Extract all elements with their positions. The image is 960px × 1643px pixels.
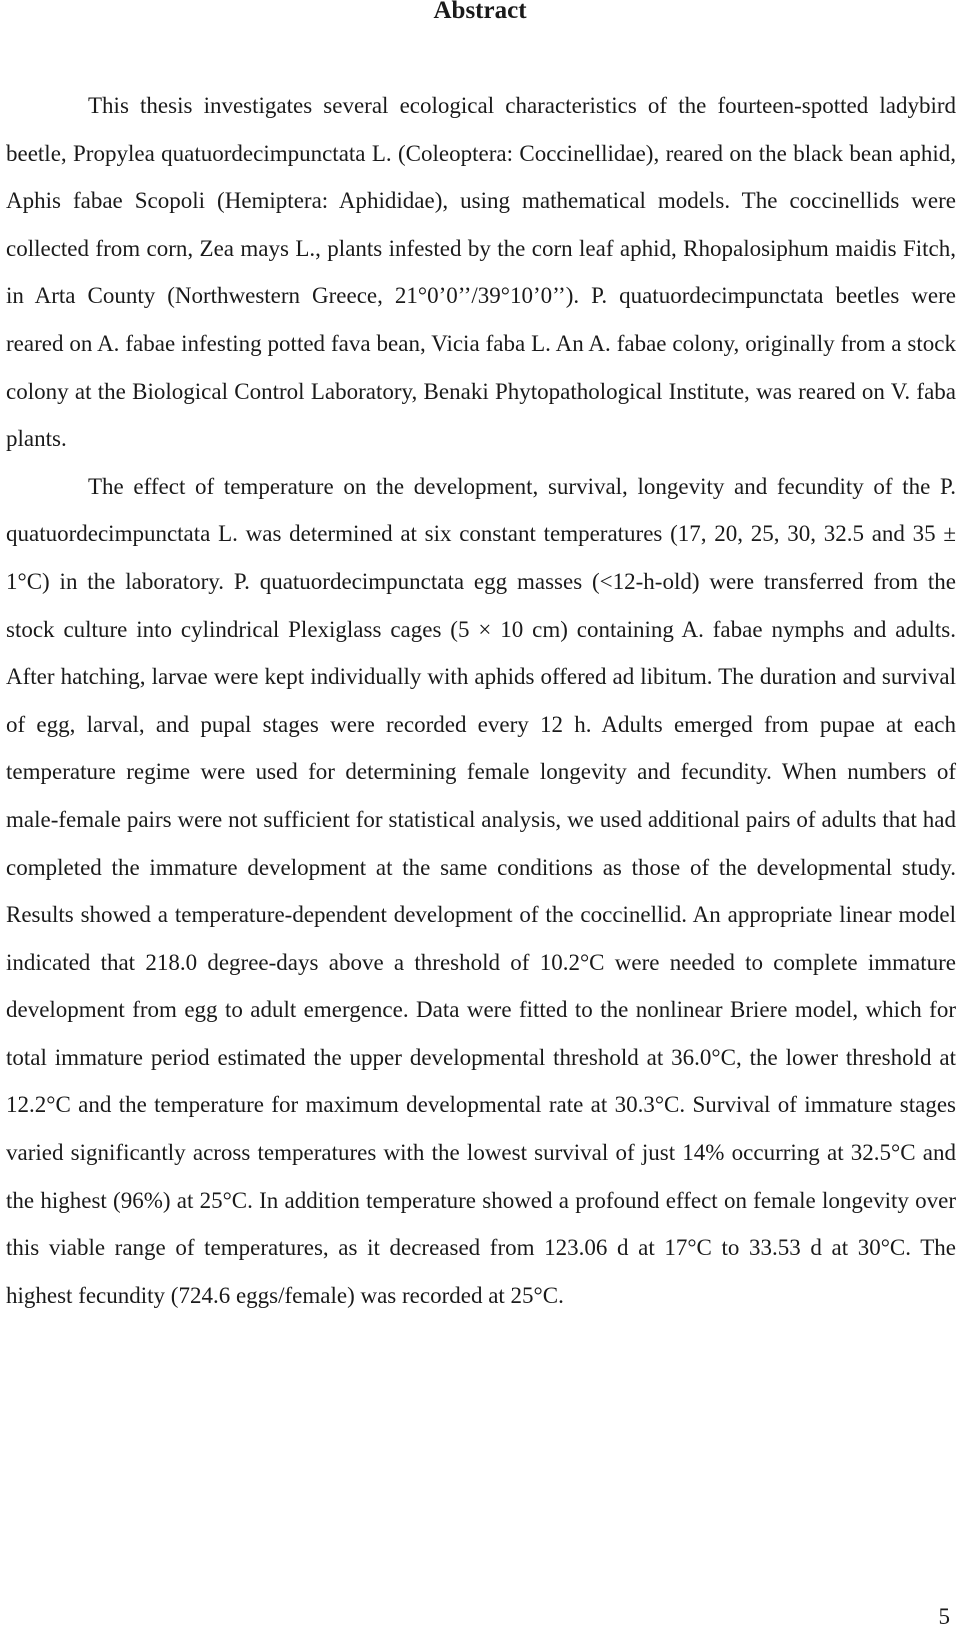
abstract-paragraph-1: This thesis investigates several ecological characteristics of the fourteen-spotted ladybird beetle, Propylea quatuordecimpunctata L. (Coleoptera: Coccinellidae), reared on the black bean aphid, Aphis fabae Scopoli (Hemiptera: Aphididae), using mathematical models. The coccinellids were collected from corn, Zea mays L., plants infested by the corn leaf aphid, Rhopalosiphum maidis Fitch, in Arta County (Northwestern Greece, 21°0’0’’/39°10’0’’). P. quatuordecimpunctata beetles were reared on A. fabae infesting potted fava bean, Vicia faba L. An A. fabae colony, originally from a stock colony at the Biological Control Laboratory, Benaki Phytopathological Institute, was reared on V. faba plants.: [6, 93, 956, 452]
abstract-heading: Abstract: [433, 0, 527, 24]
abstract-paragraph-2: The effect of temperature on the development, survival, longevity and fecundity of the P. quatuordecimpunctata L. was determined at six constant temperatures (17, 20, 25, 30, 32.5 and 35 ± 1°C) in the laboratory. P. quatuordecimpunctata egg masses (<12-h-old) were transferred from the stock culture into cylindrical Plexiglass cages (5 × 10 cm) containing A. fabae nymphs and adults. After hatching, larvae were kept individually with aphids offered ad libitum. The duration and survival of egg, larval, and pupal stages were recorded every 12 h. Adults emerged from pupae at each temperature regime were used for determining female longevity and fecundity. When numbers of male-female pairs were not sufficient for statistical analysis, we used additional pairs of adults that had completed the immature development at the same conditions as those of the developmental study. Results showed a temperature-dependent development of the coccinellid. An appropriate linear model indicated that 218.0 degree-days above a threshold of 10.2°C were needed to complete immature development from egg to adult emergence. Data were fitted to the nonlinear Briere model, which for total immature period estimated the upper developmental threshold at 36.0°C, the lower threshold at 12.2°C and the temperature for maximum developmental rate at 30.3°C. Survival of immature stages varied significantly across temperatures with the lowest survival of just 14% occurring at 32.5°C and the highest (96%) at 25°C. In addition temperature showed a profound effect on female longevity over this viable range of temperatures, as it decreased from 123.06 d at 17°C to 33.53 d at 30°C. The highest fecundity (724.6 eggs/female) was recorded at 25°C.: [6, 473, 956, 1308]
page-number: 5: [938, 1604, 950, 1629]
abstract-body: [6, 82, 956, 1319]
